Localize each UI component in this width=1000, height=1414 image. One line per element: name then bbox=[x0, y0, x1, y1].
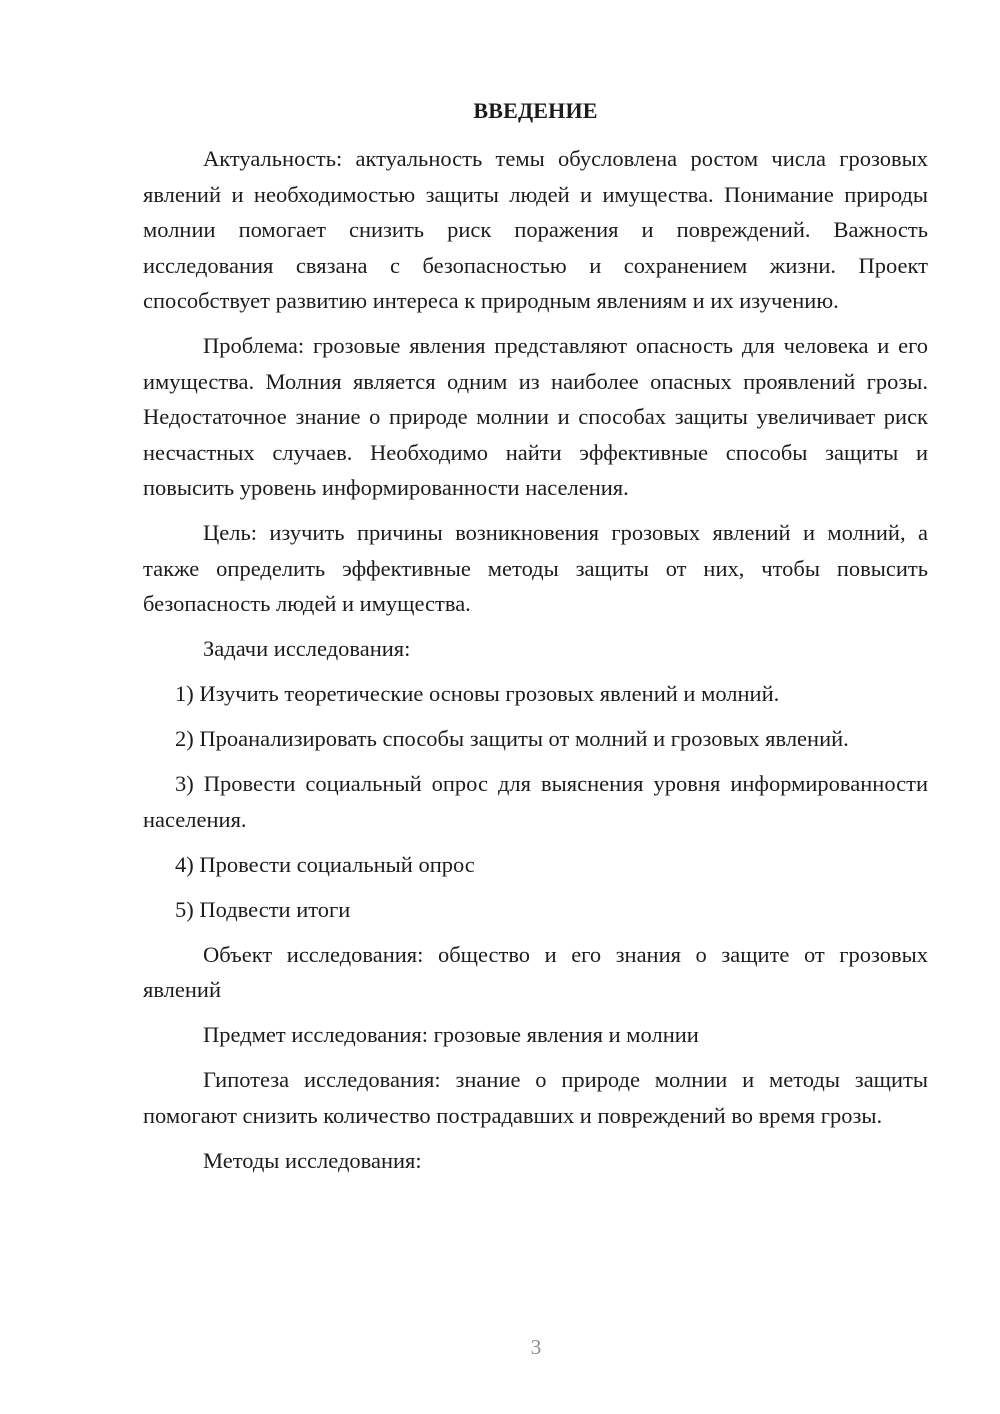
list-item-task-1: 1) Изучить теоретические основы грозовых явлений и молний. bbox=[175, 681, 780, 706]
paragraph-hypothesis: Гипотеза исследования: знание о природе молнии и методы защиты помогают снизить количество пострадавших и повреждений во время грозы. bbox=[143, 1067, 928, 1128]
paragraph-subject: Предмет исследования: грозовые явления и молнии bbox=[203, 1022, 699, 1047]
paragraph-object: Объект исследования: общество и его знания о защите от грозовых явлений bbox=[143, 941, 928, 1002]
section-heading: ВВЕДЕНИЕ bbox=[473, 98, 598, 123]
list-item-task-2: 2) Проанализировать способы защиты от молний и грозовых явлений. bbox=[175, 726, 849, 751]
list-item-task-4: 4) Провести социальный опрос bbox=[175, 851, 475, 877]
list-item-task-5: 5) Подвести итоги bbox=[175, 896, 351, 922]
document-body bbox=[143, 141, 928, 1188]
paragraph-tasks-title: Задачи исследования: bbox=[203, 636, 411, 661]
paragraph-goal: Цель: изучить причины возникновения грозовых явлений и молний, а также определить эффективные методы защиты от них, чтобы повысить безопасность людей и имущества. bbox=[143, 520, 928, 616]
list-item-task-3: 3) Провести социальный опрос для выяснения уровня информированности населения. bbox=[143, 771, 928, 832]
paragraph-problem: Проблема: грозовые явления представляют опасность для человека и его имущества. Молния является одним из наиболее опасных проявлений грозы. Недостаточное знание о природе молнии и способах защиты увеличивает риск несчастных случаев. Необходимо найти эффективные способы защиты и повысить уровень информированности населения. bbox=[143, 333, 928, 500]
page-number: 3 bbox=[530, 1335, 542, 1359]
paragraph-methods-title: Методы исследования: bbox=[203, 1147, 422, 1173]
paragraph-relevance: Актуальность: актуальность темы обусловлена ростом числа грозовых явлений и необходимостью защиты людей и имущества. Понимание природы молнии помогает снизить риск поражения и повреждений. Важность исследования связана с безопасностью и сохранением жизни. Проект способствует развитию интереса к природным явлениям и их изучению. bbox=[143, 146, 928, 313]
